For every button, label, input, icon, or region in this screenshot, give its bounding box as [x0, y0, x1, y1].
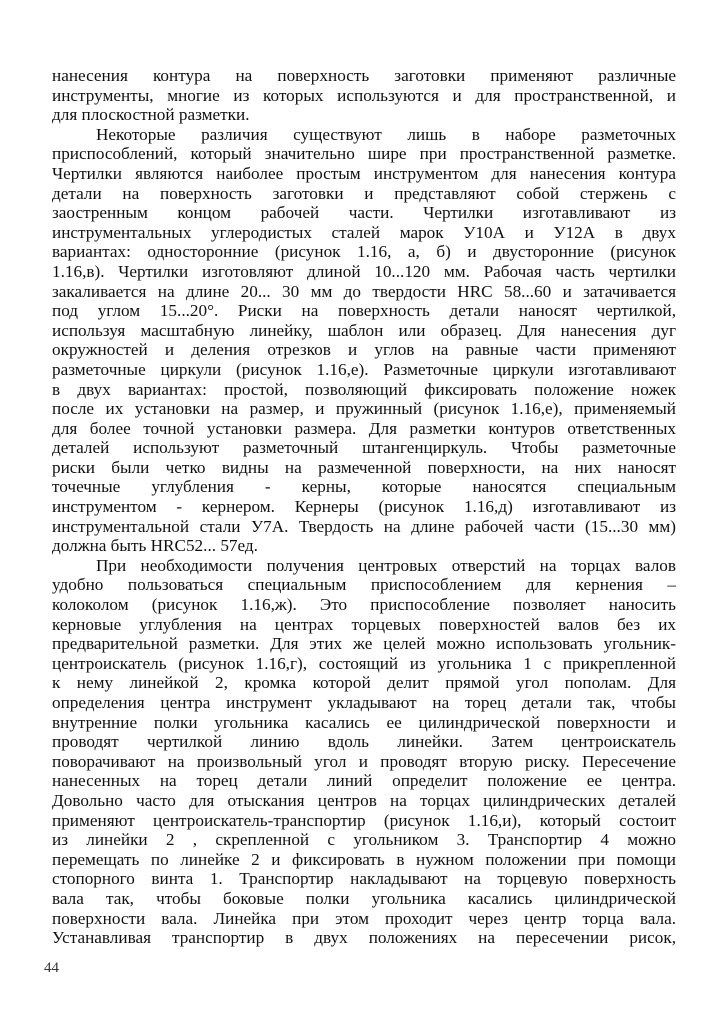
text-line: колоколом (рисунок 1.16,ж). Это приспособление позволяет наносить: [52, 595, 676, 615]
text-line: инструментальных углеродистых сталей марок У10А и У12А в двух: [52, 222, 676, 242]
text-line: Довольно часто для отыскания центров на торцах цилиндрических деталей: [52, 790, 676, 810]
text-line: поверхности вала. Линейка при этом проходит через центр торца вала.: [52, 908, 676, 928]
text-line: вариантах: односторонние (рисунок 1.16, а, б) и двусторонние (рисунок: [52, 242, 676, 262]
text-line: проводят чертилкой линию вдоль линейки. Затем центроискатель: [52, 732, 676, 752]
text-line: инструменты, многие из которых используются и для пространственной, и: [52, 85, 676, 105]
text-line: используя масштабную линейку, шаблон или образец. Для нанесения дуг: [52, 320, 676, 340]
text-line: При необходимости получения центровых отверстий на торцах валов: [96, 555, 676, 575]
text-line: закаливается на длине 20... 30 мм до твердости HRC 58...60 и затачивается: [52, 281, 676, 301]
text-line: точечные углубления - керны, которые наносятся специальным: [52, 477, 676, 497]
text-line: Чертилки являются наиболее простым инструментом для нанесения контура: [52, 163, 676, 183]
text-line: нанесенных на торец детали линий определит положение ее центра.: [52, 771, 676, 791]
text-line: вала так, чтобы боковые полки угольника касались цилиндрической: [52, 888, 676, 908]
text-line: перемещать по линейке 2 и фиксировать в нужном положении при помощи: [52, 849, 676, 869]
text-line: должна быть HRC52... 57ед.: [52, 536, 258, 556]
text-line: центроискатель (рисунок 1.16,г), состоящий из угольника 1 с прикрепленной: [52, 653, 676, 673]
text-line: стопорного винта 1. Транспортир накладывают на торцевую поверхность: [52, 869, 676, 889]
text-line: Некоторые различия существуют лишь в наборе разметочных: [96, 124, 676, 144]
text-line: под углом 15...20°. Риски на поверхность детали наносят чертилкой,: [52, 301, 676, 321]
text-line: предварительной разметки. Для этих же целей можно использовать угольник-: [52, 634, 676, 654]
text-line: поворачивают на произвольный угол и проводят вторую риску. Пересечение: [52, 751, 676, 771]
text-line: определения центра инструмент укладывают на торец детали так, чтобы: [52, 693, 676, 712]
text-line: в двух вариантах: простой, позволяющий фиксировать положение ножек: [52, 379, 676, 399]
text-line: 1.16,в). Чертилки изготовляют длиной 10...120 мм. Рабочая часть чертилки: [52, 261, 676, 281]
text-line: к нему линейкой 2, кромка которой делит прямой угол пополам. Для: [52, 673, 676, 693]
text-line: окружностей и деления отрезков и углов на равные части применяют: [52, 340, 676, 360]
page-body: [52, 66, 676, 948]
text-line: для плоскостной разметки.: [52, 105, 250, 125]
text-line: внутренние полки угольника касались ее цилиндрической поверхности и: [52, 712, 676, 732]
text-line: из линейки 2 , скрепленной с угольником 3. Транспортир 4 можно: [52, 830, 676, 850]
text-line: керновые углубления на центрах торцевых поверхностей валов без их: [52, 614, 676, 634]
text-line: инструментом - кернером. Кернеры (рисунок 1.16,д) изготавливают из: [52, 497, 676, 517]
page-number: 44: [44, 960, 59, 976]
text-line: для более точной установки размера. Для разметки контуров ответственных: [52, 418, 676, 438]
text-line: заостренным концом рабочей части. Чертилки изготавливают из: [52, 203, 676, 223]
text-line: после их установки на размер, и пружинный (рисунок 1.16,е), применяемый: [52, 399, 676, 419]
text-line: Устанавливая транспортир в двух положениях на пересечении рисок,: [52, 928, 676, 948]
text-line: риски были четко видны на размеченной поверхности, на них наносят: [52, 457, 676, 477]
text-line: разметочные циркули (рисунок 1.16,е). Разметочные циркули изготавливают: [52, 359, 676, 379]
text-line: применяют центроискатель-транспортир (рисунок 1.16,и), который состоит: [52, 810, 676, 830]
text-line: детали на поверхность заготовки и представляют собой стержень с: [52, 183, 676, 203]
text-line: инструментальной стали У7А. Твердость на длине рабочей части (15...30 мм): [52, 516, 676, 536]
text-line: приспособлений, который значительно шире при пространственной разметке.: [52, 144, 676, 164]
text-line: удобно пользоваться специальным приспособлением для кернения –: [52, 575, 676, 595]
text-line: нанесения контура на поверхность заготовки применяют различные: [52, 66, 676, 85]
text-line: деталей используют разметочный штангенциркуль. Чтобы разметочные: [52, 438, 676, 458]
